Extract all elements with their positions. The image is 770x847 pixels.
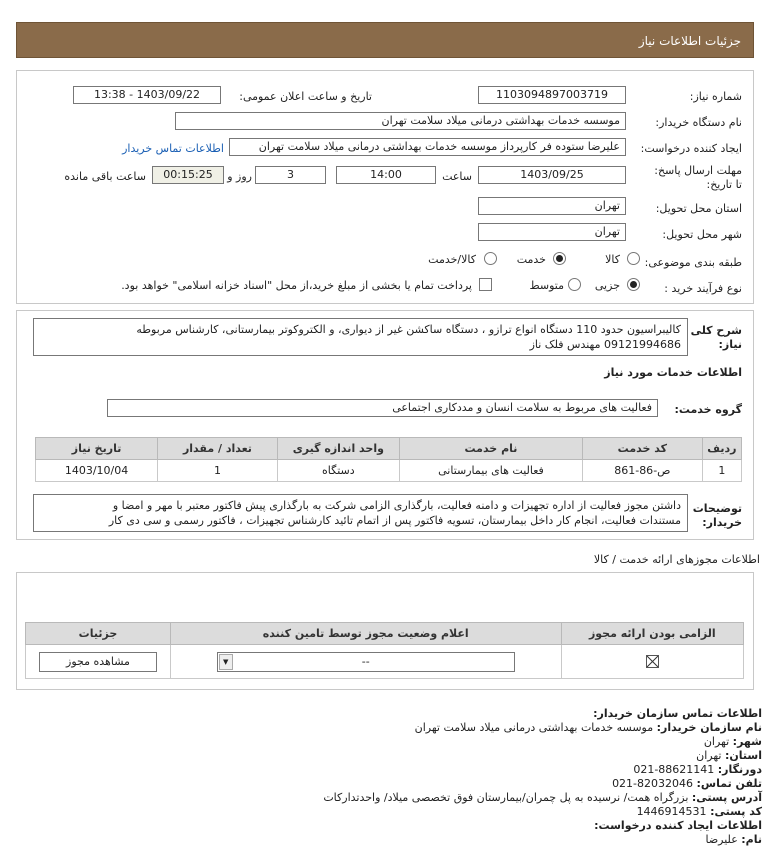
page-header — [16, 22, 754, 58]
contact-fax-value: 021-88621141 — [633, 763, 715, 776]
summary-box — [33, 318, 688, 356]
contact-title: اطلاعات تماس سازمان خریدار: — [593, 707, 762, 720]
col-row: ردیف — [702, 438, 741, 460]
contact-province-label: استان: — [725, 749, 762, 762]
services-title: اطلاعات خدمات مورد نیاز — [604, 366, 742, 379]
view-permit-button[interactable]: مشاهده مجوز — [39, 652, 157, 672]
col-service-name: نام خدمت — [399, 438, 582, 460]
buyer-notes-box — [33, 494, 688, 532]
contact-postal-value: 1446914531 — [636, 805, 707, 818]
service-group-label: گروه خدمت: — [674, 403, 742, 416]
permit-status-value: -- — [361, 654, 370, 668]
cell-unit: دستگاه — [277, 460, 399, 482]
creator-field[interactable]: علیرضا ستوده فر کارپرداز موسسه خدمات بهداشتی درمانی میلاد سلامت تهران — [229, 138, 626, 156]
need-number-field[interactable]: 1103094897003719 — [478, 86, 626, 104]
time-remaining-label: ساعت باقی مانده — [64, 170, 146, 183]
cell-need-date: 1403/10/04 — [36, 460, 158, 482]
notes-line-1: داشتن مجوز فعالیت از اداره تجهیزات و دامنه فعالیت، بارگذاری الزامی شرکت به بارگذاری پیش فاکتور معتبر با مهر و امضا و — [112, 499, 681, 512]
notes-line-2: مستندات فعالیت، انجام کار داخل بیمارستان، تسویه فاکتور پس از اتمام تائید کارشناس تجهیزات ، فاکتور رسمی و سی دی کار — [108, 514, 681, 527]
col-permit-status: اعلام وضعیت مجوز توسط تامین کننده — [170, 623, 561, 645]
need-info-panel — [16, 70, 754, 304]
need-number-label: شماره نیاز: — [689, 90, 742, 103]
table-row — [36, 460, 742, 482]
cell-service-code: ص-86-861 — [583, 460, 703, 482]
contact-org-label: نام سازمان خریدار: — [656, 721, 762, 734]
process-radio-medium[interactable] — [568, 278, 581, 291]
permit-status-select[interactable] — [217, 652, 515, 672]
permits-table — [25, 622, 744, 679]
category-option-service: خدمت — [516, 253, 546, 266]
category-radio-goods-service[interactable] — [484, 252, 497, 265]
category-radio-goods[interactable] — [627, 252, 640, 265]
category-option-goods: کالا — [605, 253, 620, 266]
checked-box-icon — [646, 655, 659, 668]
cell-permit-details — [26, 645, 171, 679]
col-service-code: کد خدمت — [583, 438, 703, 460]
chevron-down-icon[interactable]: ▼ — [219, 654, 233, 670]
col-permit-required: الزامی بودن ارائه مجوز — [561, 623, 743, 645]
cell-permit-required — [561, 645, 743, 679]
contact-address-value: بزرگراه همت/ نرسیده به پل چمران/بیمارستان فوق تخصصی میلاد/ واحدتدارکات — [323, 791, 689, 804]
cell-quantity: 1 — [158, 460, 278, 482]
process-option-medium: متوسط — [529, 279, 564, 292]
process-type-label: نوع فرآیند خرید : — [664, 282, 742, 295]
contact-fax-label: دورنگار: — [717, 763, 762, 776]
contact-phone-label: تلفن تماس: — [696, 777, 762, 790]
col-quantity: تعداد / مقدار — [158, 438, 278, 460]
days-remaining-field[interactable]: 3 — [255, 166, 326, 184]
buyer-name-field[interactable]: موسسه خدمات بهداشتی درمانی میلاد سلامت تهران — [175, 112, 626, 130]
buyer-contact-section — [22, 707, 762, 847]
contact-org-value: موسسه خدمات بهداشتی درمانی میلاد سلامت تهران — [414, 721, 654, 734]
summary-label: شرح کلی نیاز: — [690, 324, 742, 351]
days-label: روز و — [227, 170, 252, 183]
permits-title: اطلاعات مجوزهای ارائه خدمت / کالا — [593, 553, 760, 566]
category-label: طبقه بندی موضوعی: — [644, 256, 742, 269]
delivery-province-label: استان محل تحویل: — [655, 202, 742, 215]
services-table-header — [36, 438, 742, 460]
deadline-date-field[interactable]: 1403/09/25 — [478, 166, 626, 184]
delivery-city-field[interactable]: تهران — [478, 223, 626, 241]
treasury-checkbox[interactable] — [479, 278, 492, 291]
deadline-time-label: ساعت — [442, 170, 472, 183]
summary-line-1: کالیبراسیون حدود 110 دستگاه انواع ترازو ، دستگاه ساکشن غیر از دیواری، و الکتروکوتر بیمارستانی، کارشناس مربوطه — [136, 323, 681, 336]
category-radio-service[interactable] — [553, 252, 566, 265]
col-permit-details: جزئیات — [26, 623, 171, 645]
announce-date-field[interactable]: 1403/09/22 - 13:38 — [73, 86, 221, 104]
cell-permit-status — [170, 645, 561, 679]
contact-address-label: آدرس پستی: — [691, 791, 762, 804]
announce-date-label: تاریخ و ساعت اعلان عمومی: — [239, 90, 372, 103]
contact-phone-value: 021-82032046 — [612, 777, 694, 790]
cell-row: 1 — [702, 460, 741, 482]
process-radio-minor[interactable] — [627, 278, 640, 291]
creator-name-label: نام: — [741, 833, 762, 846]
buyer-contact-link[interactable]: اطلاعات تماس خریدار — [122, 142, 224, 155]
buyer-name-label: نام دستگاه خریدار: — [655, 116, 742, 129]
creator-name-value: علیرضا — [705, 833, 738, 846]
category-option-goods-service: کالا/خدمت — [428, 253, 476, 266]
creator-label: ایجاد کننده درخواست: — [640, 142, 742, 155]
page-title: جزئیات اطلاعات نیاز — [638, 34, 741, 48]
table-row — [26, 645, 744, 679]
process-option-minor: جزیی — [594, 279, 620, 292]
buyer-notes-label: توضیحات خریدار: — [692, 502, 742, 529]
summary-line-2: 09121994686 مهندس فلک ناز — [529, 338, 681, 351]
delivery-province-field[interactable]: تهران — [478, 197, 626, 215]
contact-city-label: شهر: — [732, 735, 762, 748]
time-remaining-field: 00:15:25 — [152, 166, 224, 184]
deadline-label: مهلت ارسال پاسخ: تا تاریخ: — [654, 164, 742, 191]
service-group-field[interactable]: فعالیت های مربوط به سلامت انسان و مددکاری اجتماعی — [107, 399, 658, 417]
treasury-note: پرداخت تمام یا بخشی از مبلغ خرید،از محل "اسناد خزانه اسلامی" خواهد بود. — [121, 279, 472, 292]
deadline-time-field[interactable]: 14:00 — [336, 166, 436, 184]
creator-info-title: اطلاعات ایجاد کننده درخواست: — [594, 819, 762, 832]
permits-table-header — [26, 623, 744, 645]
contact-city-value: تهران — [703, 735, 730, 748]
services-table — [35, 437, 742, 482]
contact-postal-label: کد پستی: — [710, 805, 762, 818]
cell-service-name: فعالیت های بیمارستانی — [399, 460, 582, 482]
contact-province-value: تهران — [696, 749, 722, 762]
delivery-city-label: شهر محل تحویل: — [662, 228, 742, 241]
col-need-date: تاریخ نیاز — [36, 438, 158, 460]
col-unit: واحد اندازه گیری — [277, 438, 399, 460]
